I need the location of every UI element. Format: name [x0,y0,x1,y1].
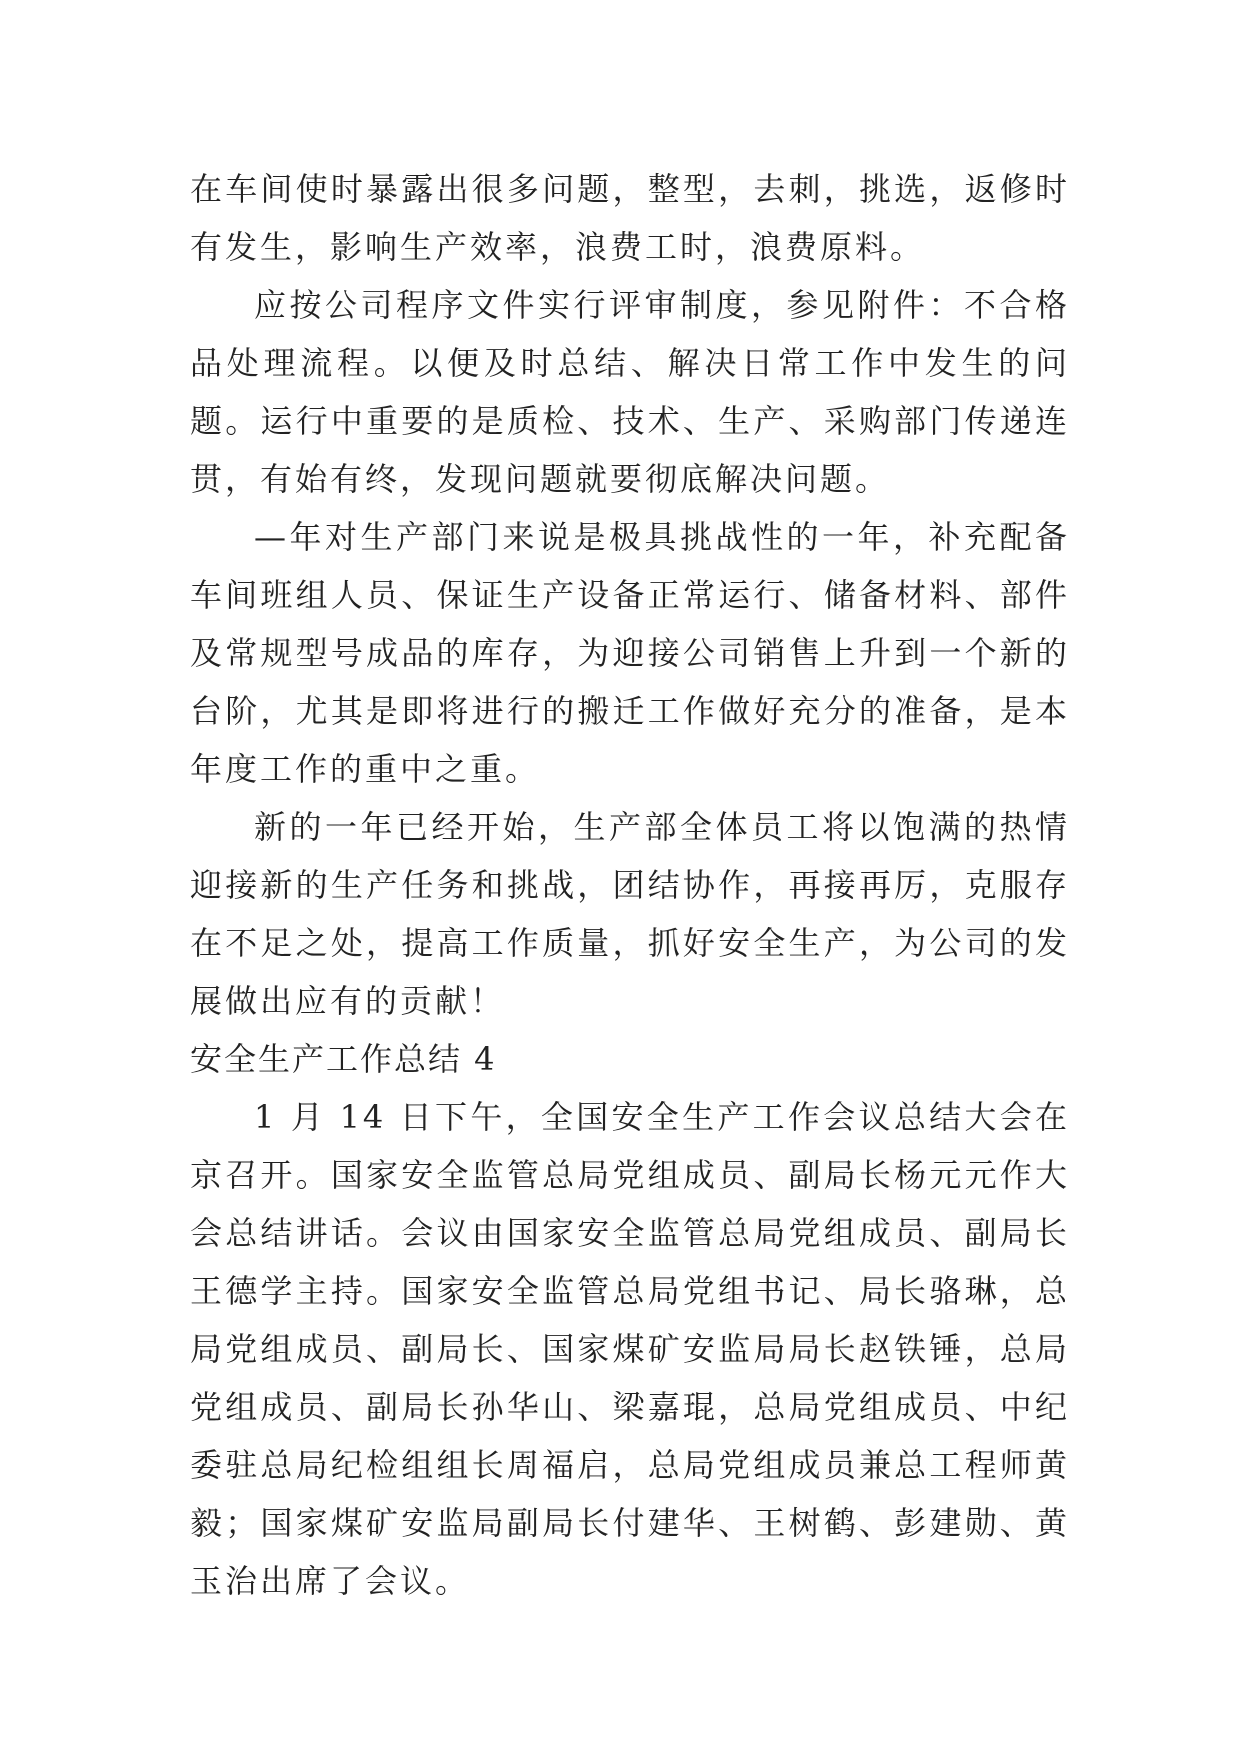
section-heading: 安全生产工作总结 4 [190,1040,497,1078]
paragraph-4: 新的一年已经开始，生产部全体员工将以饱满的热情迎接新的生产任务和挑战，团结协作，再接再厉，克服存在不足之处，提高工作质量，抓好安全生产，为公司的发展做出应有的贡献！ [190,808,1070,1020]
document-body [190,160,1070,1610]
paragraph-5: 1 月 14 日下午，全国安全生产工作会议总结大会在京召开。国家安全监管总局党组成员、副局长杨元元作大会总结讲话。会议由国家安全监管总局党组成员、副局长王德学主持。国家安全监管总局党组书记、局长骆琳，总局党组成员、副局长、国家煤矿安监局局长赵铁锤，总局党组成员、副局长孙华山、梁嘉琨，总局党组成员、中纪委驻总局纪检组组长周福启，总局党组成员兼总工程师黄毅；国家煤矿安监局副局长付建华、王树鹤、彭建勋、黄玉治出席了会议。 [190,1098,1070,1600]
paragraph-2: 应按公司程序文件实行评审制度，参见附件：不合格品处理流程。以便及时总结、解决日常工作中发生的问题。运行中重要的是质检、技术、生产、采购部门传递连贯，有始有终，发现问题就要彻底解决问题。 [190,286,1070,498]
paragraph-1: 在车间使时暴露出很多问题，整型，去刺，挑选，返修时有发生，影响生产效率，浪费工时，浪费原料。 [190,170,1070,266]
paragraph-3: —年对生产部门来说是极具挑战性的一年，补充配备车间班组人员、保证生产设备正常运行、储备材料、部件及常规型号成品的库存，为迎接公司销售上升到一个新的台阶，尤其是即将进行的搬迁工作做好充分的准备，是本年度工作的重中之重。 [190,518,1070,788]
